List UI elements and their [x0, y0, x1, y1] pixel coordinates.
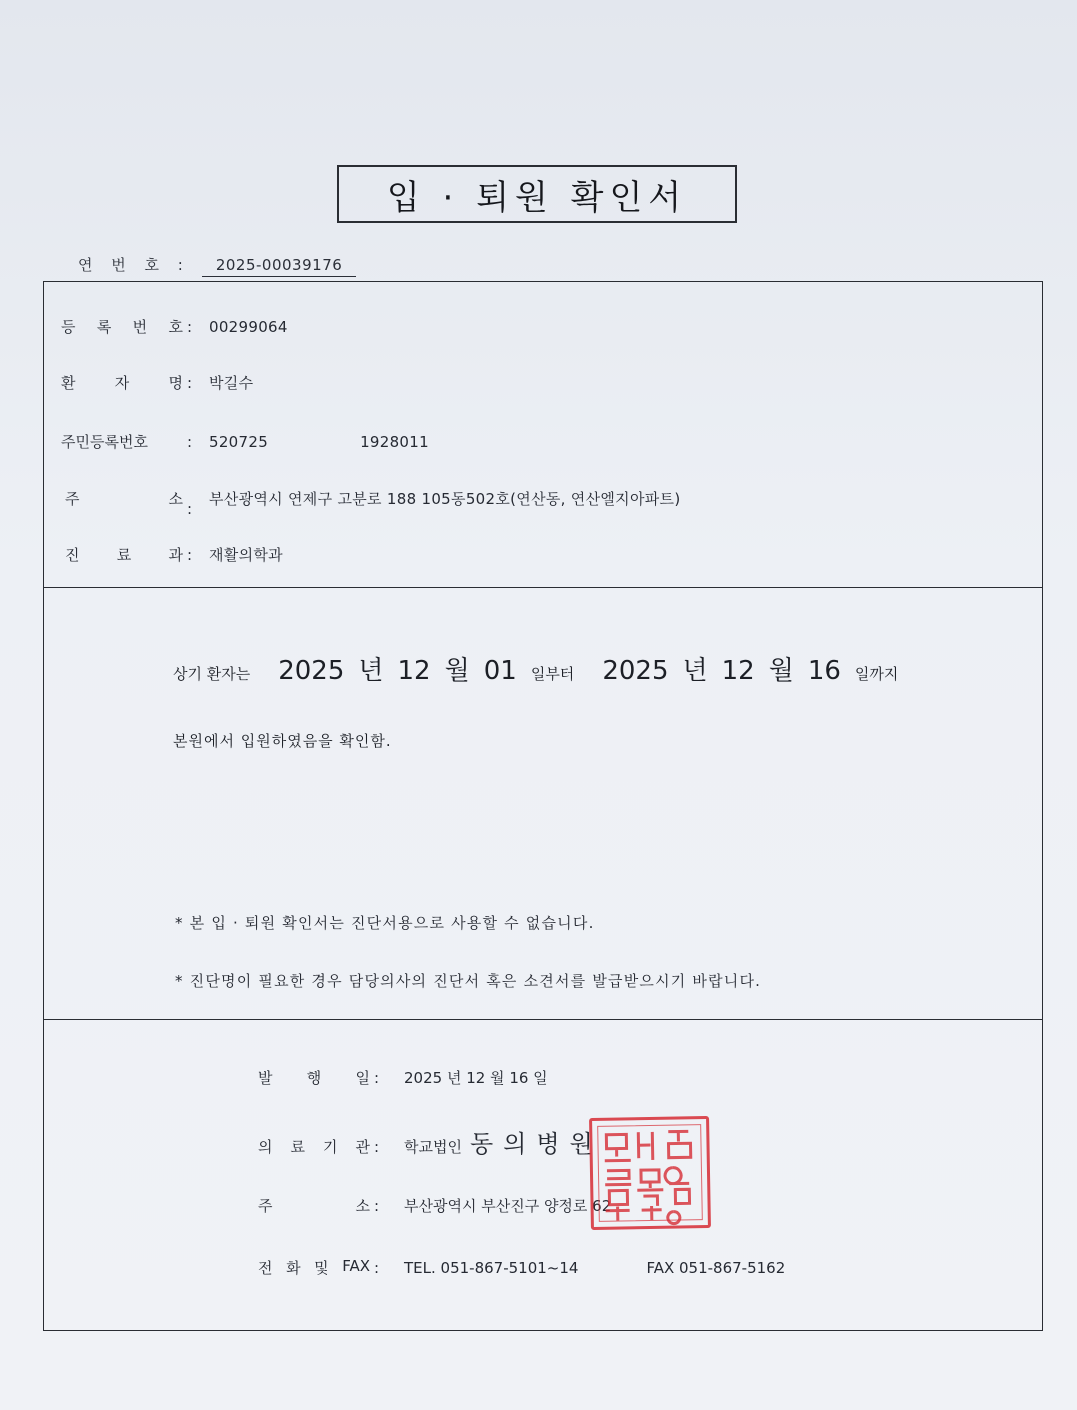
colon: : — [374, 1259, 380, 1277]
institution-row — [258, 1124, 603, 1159]
name-label: 환 자 명 — [61, 374, 183, 392]
from-year: 2025 — [278, 656, 345, 686]
colon: : — [187, 318, 193, 336]
patient-name-row — [61, 372, 253, 393]
hospital-name: 동의병원 — [469, 1130, 603, 1158]
rrn-back: 1928011 — [360, 433, 429, 451]
serial-value: 2025-00039176 — [202, 256, 356, 277]
from-month: 12 — [397, 656, 431, 686]
address-label: 주 소 — [65, 490, 183, 508]
reg-label: 등 록 번 호 — [61, 318, 183, 336]
patient-rrn-row — [61, 431, 429, 452]
hospital-address-row — [258, 1195, 611, 1216]
patient-address: 부산광역시 연제구 고분로 188 105동502호(연산동, 연산엘지아파트) — [209, 490, 681, 508]
to-day: 16 — [807, 656, 841, 686]
colon: : — [374, 1197, 380, 1215]
patient-reg-row — [61, 316, 288, 337]
colon: : — [187, 500, 193, 518]
rrn-label: 주민등록번호 — [61, 433, 148, 451]
colon: : — [374, 1069, 380, 1087]
institution-label: 의 료 기 관 — [258, 1138, 370, 1156]
statement-prefix: 상기 환자는 — [173, 665, 251, 683]
note-2: * 진단명이 필요한 경우 담당의사의 진단서 혹은 소견서를 발급받으시기 바랍니다. — [175, 972, 762, 990]
to-month: 12 — [721, 656, 755, 686]
hospital-seal-stamp — [589, 1116, 711, 1230]
phone-row — [258, 1257, 785, 1278]
issue-date: 2025 년 12 월 16 일 — [404, 1069, 548, 1087]
patient-name: 박길수 — [209, 374, 254, 392]
patient-dept-row — [61, 544, 283, 565]
hospital-address: 부산광역시 부산진구 양정로 62 — [404, 1197, 612, 1215]
colon: : — [187, 546, 193, 564]
to-year: 2025 — [602, 656, 669, 686]
institution-prefix: 학교법인 — [404, 1138, 462, 1156]
colon: : — [187, 374, 193, 392]
to-suffix: 일까지 — [854, 665, 899, 683]
from-day: 01 — [483, 656, 517, 686]
phone-label: 전 화 및 FAX — [258, 1257, 370, 1277]
telephone: TEL. 051-867-5101~14 — [404, 1259, 579, 1277]
colon: : — [374, 1138, 380, 1156]
reg-value: 00299064 — [209, 318, 288, 336]
rrn-front: 520725 — [209, 433, 269, 451]
note-1: * 본 입 · 퇴원 확인서는 진단서용으로 사용할 수 없습니다. — [175, 914, 595, 932]
document-title: 입 · 퇴원 확인서 — [337, 165, 737, 223]
dept-label: 진 료 과 — [65, 546, 183, 564]
fax-number: FAX 051-867-5162 — [646, 1259, 786, 1277]
issue-date-row — [258, 1067, 548, 1088]
colon: : — [187, 433, 193, 451]
admission-statement — [173, 650, 898, 687]
month-unit: 월 — [768, 656, 794, 686]
patient-address-row — [61, 478, 681, 518]
year-unit: 년 — [682, 656, 708, 686]
from-suffix: 일부터 — [530, 665, 575, 683]
hospital-address-label: 주 소 — [258, 1197, 370, 1215]
year-unit: 년 — [358, 656, 384, 686]
serial-number — [78, 254, 356, 277]
department: 재활의학과 — [209, 546, 283, 564]
issue-date-label: 발 행 일 — [258, 1069, 370, 1087]
section-divider — [43, 1019, 1043, 1020]
serial-label: 연 번 호 : — [78, 256, 190, 274]
section-divider — [43, 587, 1043, 588]
month-unit: 월 — [444, 656, 470, 686]
statement-confirmation: 본원에서 입원하였음을 확인함. — [173, 732, 392, 750]
